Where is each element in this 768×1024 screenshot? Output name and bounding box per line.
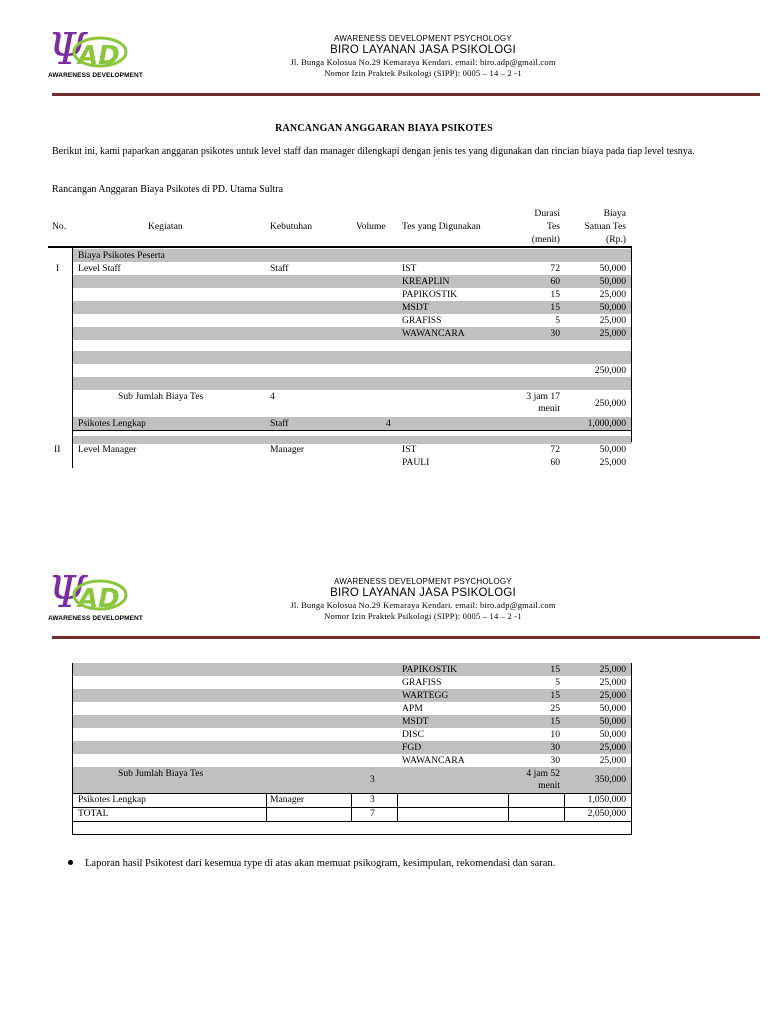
intro-paragraph: Berikut ini, kami paparkan anggaran psikotes untuk level staff dan manager dilengkapi dengan jenis tes yang digunakan dan rincian biaya pada tiap level tesnya. <box>52 146 695 157</box>
total-biaya: 2,050,000 <box>587 808 626 819</box>
license-line: Nomor Izin Praktek Psikologi (SIPP): 0005 – 14 – 2 -1 <box>324 68 522 78</box>
bureau-name: BIRO LAYANAN JASA PSIKOLOGI <box>330 587 516 599</box>
test-name: WARTEGG <box>402 690 449 701</box>
test-biaya: 25,000 <box>599 328 626 339</box>
svg-text:Ψ: Ψ <box>48 567 87 618</box>
test-durasi: 5 <box>555 315 560 326</box>
test-biaya: 50,000 <box>599 444 626 455</box>
logo-mark: AD <box>78 584 120 614</box>
lengkap-volume: 3 <box>370 794 375 805</box>
table-border-bottom <box>72 834 632 835</box>
row-divider <box>72 807 632 808</box>
row-kebutuhan: Manager <box>270 444 305 455</box>
cell-divider <box>508 793 509 821</box>
row-kegiatan: Level Manager <box>78 444 137 455</box>
subtotal-biaya: 250,000 <box>594 398 626 409</box>
logo-mark: AD <box>78 41 120 71</box>
header-rule <box>52 636 760 639</box>
table-border-right <box>631 663 632 835</box>
letterhead-text <box>218 34 628 78</box>
lengkap-label: Psikotes Lengkap <box>78 794 146 805</box>
test-name: PAULI <box>402 457 430 468</box>
table-row <box>48 443 632 456</box>
test-biaya: 50,000 <box>599 302 626 313</box>
test-biaya: 25,000 <box>599 664 626 675</box>
table-header <box>48 206 632 246</box>
svg-text:Ψ: Ψ <box>48 24 87 75</box>
logo-icon <box>48 567 128 621</box>
cell-divider <box>266 793 267 821</box>
table-border-right <box>631 248 632 442</box>
test-biaya: 25,000 <box>599 690 626 701</box>
test-name: MSDT <box>402 302 429 313</box>
col-biaya-1: Biaya <box>603 208 626 219</box>
table-row <box>72 377 632 390</box>
address-line: Jl. Bunga Kolosua No.29 Kemaraya Kendari. email: biro.adp@gmail.com <box>290 600 556 610</box>
col-no: No. <box>52 221 67 232</box>
test-biaya: 50,000 <box>599 729 626 740</box>
document-title: RANCANGAN ANGGARAN BIAYA PSIKOTES <box>275 123 493 134</box>
test-name: FGD <box>402 742 422 753</box>
total-volume: 7 <box>370 808 375 819</box>
col-durasi-3: (menit) <box>531 234 560 245</box>
test-durasi: 30 <box>550 328 560 339</box>
test-name: GRAFISS <box>402 315 442 326</box>
subtotal-durasi: 4 jam 52 <box>526 768 560 779</box>
test-name: MSDT <box>402 716 429 727</box>
subtotal-label: Sub Jumlah Biaya Tes <box>118 391 204 402</box>
table-row <box>72 275 632 288</box>
org-line: AWARENESS DEVELOPMENT PSYCHOLOGY <box>334 577 512 586</box>
table-row <box>72 314 632 327</box>
table-row <box>72 249 632 262</box>
test-durasi: 5 <box>555 677 560 688</box>
test-durasi: 15 <box>550 289 560 300</box>
table-row <box>72 663 632 676</box>
section-label: Biaya Psikotes Peserta <box>78 250 165 261</box>
test-biaya: 25,000 <box>599 755 626 766</box>
test-biaya: 25,000 <box>599 677 626 688</box>
col-tes: Tes yang Digunakan <box>402 221 481 232</box>
test-name: WAWANCARA <box>402 328 465 339</box>
col-durasi-2: Tes <box>546 221 560 232</box>
test-durasi: 15 <box>550 664 560 675</box>
subtotal-durasi: 3 jam 17 <box>526 391 560 402</box>
bullet-item <box>68 858 555 869</box>
table-border-left <box>72 248 73 468</box>
test-durasi: 15 <box>550 690 560 701</box>
lengkap-biaya: 1,000,000 <box>587 418 626 429</box>
cell-divider <box>351 793 352 821</box>
lengkap-kebutuhan: Manager <box>270 794 305 805</box>
bullet-text: Laporan hasil Psikotest dari kesemua type di atas akan memuat psikogram, kesimpulan, rekomendasi dan saran. <box>85 858 556 869</box>
table-row <box>48 262 632 275</box>
row-kegiatan: Level Staff <box>78 263 121 274</box>
subtotal-volume: 3 <box>370 774 375 785</box>
test-biaya: 25,000 <box>599 742 626 753</box>
total-label: TOTAL <box>78 808 109 819</box>
test-biaya: 25,000 <box>599 457 626 468</box>
col-durasi-1: Durasi <box>534 208 560 219</box>
col-volume: Volume <box>356 221 386 232</box>
table-row <box>72 456 632 469</box>
test-durasi: 10 <box>550 729 560 740</box>
table-row <box>72 676 632 689</box>
row-no: II <box>54 444 61 455</box>
table-row <box>72 351 632 364</box>
row-divider <box>72 430 632 431</box>
table-row <box>72 327 632 340</box>
bullet-icon <box>68 860 73 865</box>
table-caption: Rancangan Anggaran Biaya Psikotes di PD. Utama Sultra <box>52 184 284 195</box>
letterhead-1 <box>48 24 760 124</box>
table-border-left <box>72 663 73 835</box>
col-kegiatan: Kegiatan <box>148 221 183 232</box>
subtotal-durasi-unit: menit <box>538 780 560 791</box>
test-name: PAPIKOSTIK <box>402 289 458 300</box>
license-line: Nomor Izin Praktek Psikologi (SIPP): 0005 – 14 – 2 -1 <box>324 611 522 621</box>
test-durasi: 15 <box>550 716 560 727</box>
lengkap-kebutuhan: Staff <box>270 418 289 429</box>
table-row <box>72 301 632 314</box>
test-biaya: 50,000 <box>599 703 626 714</box>
test-biaya: 25,000 <box>599 315 626 326</box>
col-kebutuhan: Kebutuhan <box>270 221 313 232</box>
row-no: I <box>56 263 60 274</box>
test-durasi: 30 <box>550 755 560 766</box>
row-divider <box>72 821 632 822</box>
test-durasi: 30 <box>550 742 560 753</box>
table-row <box>72 417 632 430</box>
test-durasi: 15 <box>550 302 560 313</box>
subtotal-row <box>72 767 632 793</box>
table-row <box>72 364 632 377</box>
lengkap-biaya: 1,050,000 <box>587 794 626 805</box>
header-underline <box>48 246 632 248</box>
budget-table-page-2 <box>72 663 632 835</box>
subtotal-row <box>72 390 632 416</box>
table-row <box>72 741 632 754</box>
test-biaya: 25,000 <box>599 289 626 300</box>
test-biaya: 50,000 <box>599 276 626 287</box>
test-durasi: 60 <box>550 276 560 287</box>
cell-divider <box>564 793 565 821</box>
logo-icon <box>48 24 128 78</box>
logo-text: AWARENESS DEVELOPMENT <box>48 615 143 622</box>
lengkap-volume: 4 <box>386 418 391 429</box>
letterhead-text <box>218 577 628 621</box>
col-biaya-2: Satuan Tes <box>584 221 626 232</box>
test-durasi: 72 <box>550 263 560 274</box>
subtotal-kebutuhan: 4 <box>270 391 275 402</box>
subtotal-label: Sub Jumlah Biaya Tes <box>118 768 204 779</box>
address-line: Jl. Bunga Kolosua No.29 Kemaraya Kendari. email: biro.adp@gmail.com <box>290 57 556 67</box>
subtotal-biaya: 350,000 <box>594 774 626 785</box>
table-row <box>72 754 632 767</box>
budget-table-page-1 <box>48 206 632 468</box>
test-name: PAPIKOSTIK <box>402 664 458 675</box>
col-biaya-3: (Rp.) <box>606 234 626 245</box>
table-row <box>72 288 632 301</box>
table-row <box>72 715 632 728</box>
header-rule <box>52 93 760 96</box>
test-name: KREAPLIN <box>402 276 450 287</box>
row-kebutuhan: Staff <box>270 263 289 274</box>
bureau-name: BIRO LAYANAN JASA PSIKOLOGI <box>330 44 516 56</box>
table-row <box>72 702 632 715</box>
lengkap-label: Psikotes Lengkap <box>78 418 146 429</box>
total-row <box>72 807 632 821</box>
subtotal-durasi-unit: menit <box>538 403 560 414</box>
test-durasi: 25 <box>550 703 560 714</box>
logo-text: AWARENESS DEVELOPMENT <box>48 72 143 79</box>
test-name: WAWANCARA <box>402 755 465 766</box>
test-name: IST <box>402 444 417 455</box>
table-row <box>72 689 632 702</box>
test-biaya: 50,000 <box>599 716 626 727</box>
letterhead-2 <box>48 567 760 667</box>
test-durasi: 60 <box>550 457 560 468</box>
test-durasi: 72 <box>550 444 560 455</box>
test-name: IST <box>402 263 417 274</box>
org-line: AWARENESS DEVELOPMENT PSYCHOLOGY <box>334 34 512 43</box>
lengkap-row <box>72 793 632 807</box>
test-name: DISC <box>402 729 424 740</box>
cell-divider <box>397 793 398 821</box>
test-biaya: 50,000 <box>599 263 626 274</box>
subtotal-value: 250,000 <box>594 365 626 376</box>
test-name: GRAFISS <box>402 677 442 688</box>
table-row <box>72 728 632 741</box>
test-name: APM <box>402 703 423 714</box>
row-divider <box>72 793 632 794</box>
